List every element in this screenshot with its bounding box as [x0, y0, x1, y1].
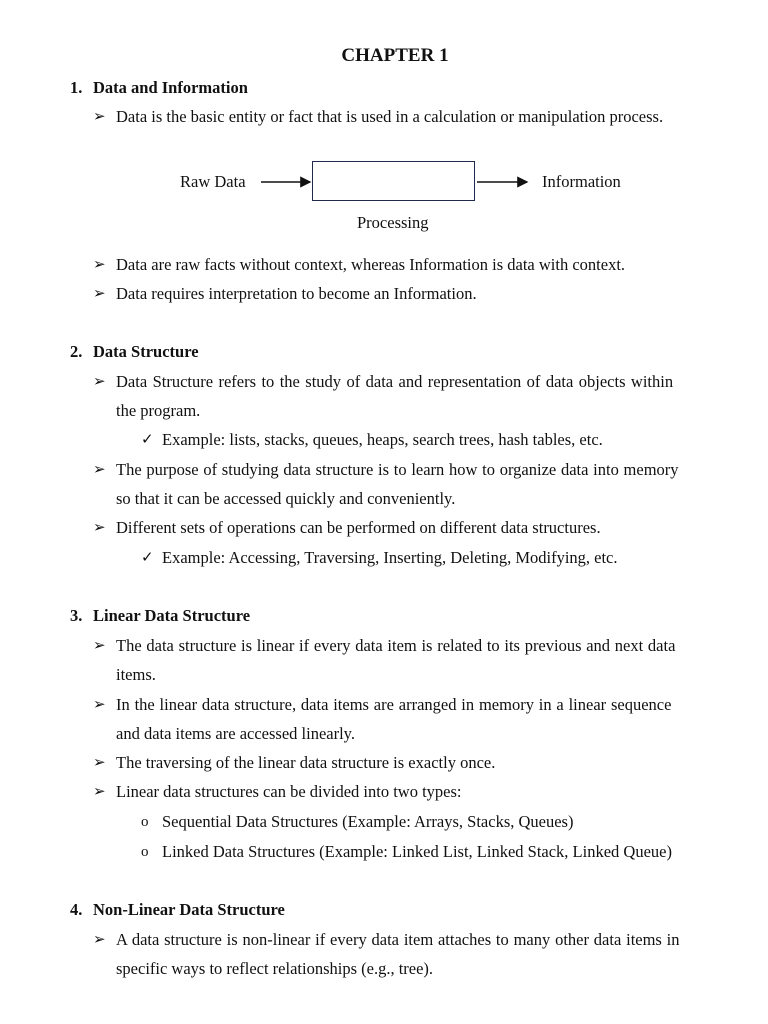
s3-item-2-line-1: In the linear data structure, data items are arranged in memory in a linear sequence — [116, 695, 672, 714]
s3-item-4: Linear data structures can be divided into two types: — [116, 782, 462, 801]
section-1-number: 1. — [70, 78, 83, 97]
s3-item-3: The traversing of the linear data structure is exactly once. — [116, 753, 496, 772]
chapter-title: CHAPTER 1 — [341, 45, 449, 66]
s3-item-4-sub-1: Sequential Data Structures (Example: Arrays, Stacks, Queues) — [162, 812, 574, 831]
section-3-number: 3. — [70, 606, 83, 625]
s3-item-4-sub-2: Linked Data Structures (Example: Linked List, Linked Stack, Linked Queue) — [162, 842, 672, 861]
s1-item-2: Data are raw facts without context, whereas Information is data with context. — [116, 255, 626, 274]
s3-item-2-line-2: and data items are accessed linearly. — [116, 724, 355, 743]
s2-item-1-line-1: Data Structure refers to the study of data and representation of data objects within — [116, 372, 674, 391]
arrow-bullet-icon: ➢ — [93, 286, 106, 302]
diagram-output-label: Information — [542, 172, 621, 191]
s2-item-1-sub: Example: lists, stacks, queues, heaps, search trees, hash tables, etc. — [162, 430, 603, 449]
section-1-heading: Data and Information — [93, 78, 248, 97]
arrow-bullet-icon: ➢ — [93, 755, 106, 771]
arrow-bullet-icon: ➢ — [93, 257, 106, 273]
s4-item-1-line-2: specific ways to reflect relationships (e.g., tree). — [116, 959, 434, 978]
diagram-input-label: Raw Data — [180, 172, 246, 191]
s2-item-3-sub: Example: Accessing, Traversing, Inserting, Deleting, Modifying, etc. — [162, 548, 618, 567]
s2-item-3: Different sets of operations can be performed on different data structures. — [116, 518, 601, 537]
s3-item-1-line-1: The data structure is linear if every data item is related to its previous and next data — [116, 636, 676, 655]
check-bullet-icon: ✓ — [141, 432, 154, 448]
s3-item-1-line-2: items. — [116, 665, 156, 684]
processing-box — [312, 161, 475, 201]
arrow-bullet-icon: ➢ — [93, 374, 106, 390]
s1-item-1: Data is the basic entity or fact that is used in a calculation or manipulation process. — [116, 107, 664, 126]
section-3-heading: Linear Data Structure — [93, 606, 251, 625]
arrow-bullet-icon: ➢ — [93, 932, 106, 948]
s4-item-1-line-1: A data structure is non-linear if every data item attaches to many other data items in — [116, 930, 680, 949]
section-4-number: 4. — [70, 900, 83, 919]
s2-item-2-line-1: The purpose of studying data structure is to learn how to organize data into memory — [116, 460, 679, 479]
s2-item-2-line-2: so that it can be accessed quickly and conveniently. — [116, 489, 456, 508]
section-2-heading: Data Structure — [93, 342, 199, 361]
section-2-number: 2. — [70, 342, 83, 361]
arrow-bullet-icon: ➢ — [93, 462, 106, 478]
circle-bullet-icon: o — [141, 844, 149, 860]
section-4-heading: Non-Linear Data Structure — [93, 900, 285, 919]
arrow-bullet-icon: ➢ — [93, 697, 106, 713]
arrow-bullet-icon: ➢ — [93, 638, 106, 654]
arrow-bullet-icon: ➢ — [93, 784, 106, 800]
s2-item-1-line-2: the program. — [116, 401, 201, 420]
s1-item-3: Data requires interpretation to become an Information. — [116, 284, 477, 303]
diagram-process-label: Processing — [357, 213, 429, 232]
check-bullet-icon: ✓ — [141, 550, 154, 566]
circle-bullet-icon: o — [141, 814, 149, 830]
arrow-bullet-icon: ➢ — [93, 520, 106, 536]
arrow-bullet-icon: ➢ — [93, 109, 106, 125]
